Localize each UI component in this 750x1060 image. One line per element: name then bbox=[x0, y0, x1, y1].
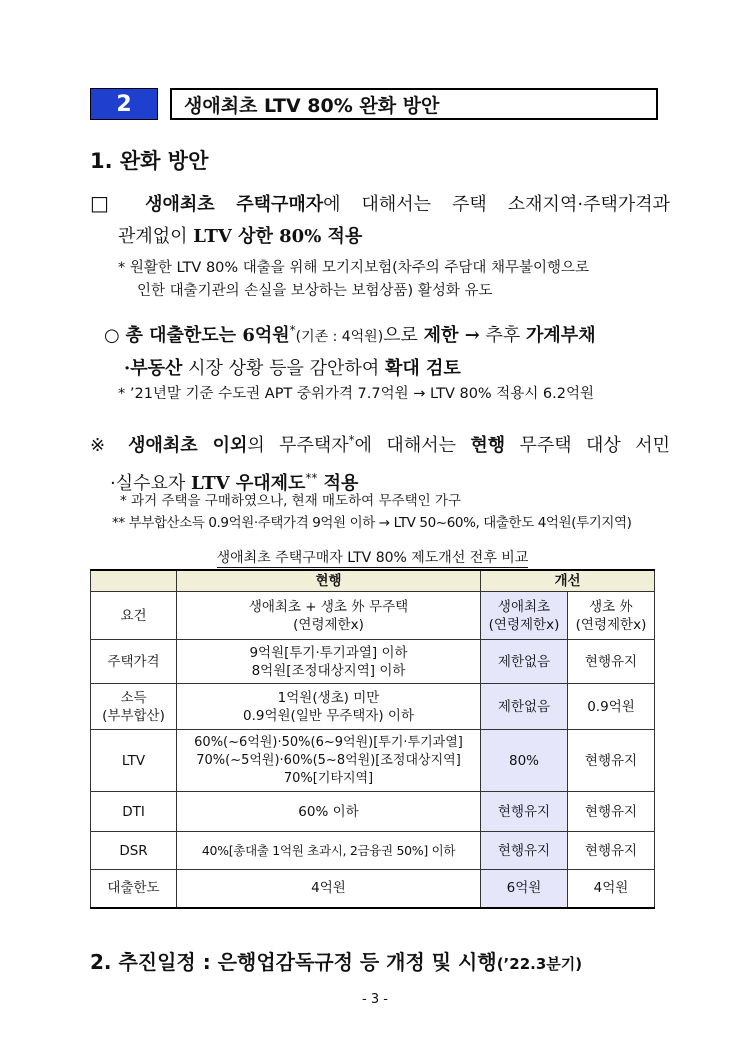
item-3-text-a: 의 무주택자 bbox=[247, 435, 349, 456]
table-header-row bbox=[91, 570, 655, 592]
current-cell: 40%[총대출 1억원 초과시, 2금융권 50%] 이하 bbox=[177, 832, 481, 870]
comparison-table bbox=[90, 569, 655, 909]
row-label: 대출한도 bbox=[91, 870, 177, 908]
table-row bbox=[91, 592, 655, 640]
other-buyer-cell: 0.9억원 bbox=[568, 684, 655, 730]
table-row bbox=[91, 640, 655, 684]
section-number: 2 bbox=[90, 88, 158, 120]
item-3 bbox=[90, 424, 670, 500]
note-1-line-2: 인한 대출기관의 손실을 보상하는 보험상품) 활성화 유도 bbox=[137, 283, 493, 299]
heading-2-main: 2. 추진일정 : 은행업감독규정 등 개정 및 시행 bbox=[90, 950, 497, 974]
other-buyer-cell: 현행유지 bbox=[568, 730, 655, 792]
table-row bbox=[91, 684, 655, 730]
table-row bbox=[91, 870, 655, 908]
first-buyer-cell: 6억원 bbox=[481, 870, 568, 908]
section-title: 생애최초 LTV 80% 완화 방안 bbox=[170, 88, 658, 120]
header-improved: 개선 bbox=[481, 570, 655, 592]
item-3-bold-a: 생애최초 이외 bbox=[128, 435, 248, 456]
heading-1: 1. 완화 방안 bbox=[90, 149, 209, 173]
item-3-bold-d: 적용 bbox=[317, 473, 359, 494]
item-1-bold-a: 생애최초 주택구매자 bbox=[145, 194, 324, 215]
current-cell: 60% 이하 bbox=[177, 792, 481, 832]
item-3-text-d: ·실수요자 bbox=[110, 473, 191, 494]
item-1 bbox=[90, 187, 670, 253]
item-2-paren: (기존 : 4억원) bbox=[295, 329, 384, 345]
other-buyer-cell: 현행유지 bbox=[568, 640, 655, 684]
item-2-sup: * bbox=[289, 323, 296, 337]
first-buyer-cell: 제한없음 bbox=[481, 640, 568, 684]
current-cell: 9억원[투기·투기과열] 이하 8억원[조정대상지역] 이하 bbox=[177, 640, 481, 684]
table-caption: 생애최초 주택구매자 LTV 80% 제도개선 전후 비교 bbox=[216, 550, 529, 566]
row-label: DTI bbox=[91, 792, 177, 832]
note-1-line-1: * 원활한 LTV 80% 대출을 위해 모기지보험(차주의 주담대 채무불이행으로 bbox=[118, 260, 590, 276]
row-label: 소득 (부부합산) bbox=[91, 684, 177, 730]
item-3-text-b: 에 대해서는 bbox=[354, 435, 471, 456]
note-2: * ’21년말 기준 수도권 APT 중위가격 7.7억원 → LTV 80% 적용시 6.2억원 bbox=[118, 386, 595, 402]
row-label: 요건 bbox=[91, 592, 177, 640]
first-buyer-cell: 제한없음 bbox=[481, 684, 568, 730]
item-2-bold-b: 제한 → bbox=[423, 325, 480, 346]
table-row bbox=[91, 730, 655, 792]
note-3 bbox=[112, 490, 682, 534]
other-buyer-cell: 생초 外 (연령제한x) bbox=[568, 592, 655, 640]
current-cell: 생애최초 + 생초 外 무주택 (연령제한x) bbox=[177, 592, 481, 640]
item-2-bold-e: 확대 검토 bbox=[384, 358, 461, 379]
item-2-text-c: 시장 상황 등을 감안하여 bbox=[182, 358, 385, 379]
other-buyer-cell: 4억원 bbox=[568, 870, 655, 908]
item-3-bold-c: LTV 우대제도 bbox=[191, 473, 306, 494]
first-buyer-cell: 생애최초 (연령제한x) bbox=[481, 592, 568, 640]
table-row bbox=[91, 832, 655, 870]
first-buyer-cell: 현행유지 bbox=[481, 832, 568, 870]
header-current: 현행 bbox=[177, 570, 481, 592]
first-buyer-cell: 80% bbox=[481, 730, 568, 792]
page-number: - 3 - bbox=[362, 992, 388, 1007]
heading-2-tail: (’22.3분기) bbox=[496, 955, 583, 973]
item-3-sup-b: ** bbox=[305, 471, 318, 485]
item-2-bold-a: 총 대출한도는 6억원 bbox=[125, 325, 290, 346]
item-3-bold-b: 현행 bbox=[470, 435, 506, 456]
item-2-bold-d: ·부동산 bbox=[124, 358, 183, 379]
other-buyer-cell: 현행유지 bbox=[568, 832, 655, 870]
current-cell: 4억원 bbox=[177, 870, 481, 908]
row-label: LTV bbox=[91, 730, 177, 792]
checkbox-icon: □ bbox=[90, 191, 125, 215]
other-buyer-cell: 현행유지 bbox=[568, 792, 655, 832]
circle-bullet-icon: ○ bbox=[104, 325, 120, 346]
item-2-text-b: 추후 bbox=[479, 325, 527, 346]
item-1-text-a: 에 대해서는 주택 소재지역·주택가격과 bbox=[323, 194, 670, 215]
row-label: 주택가격 bbox=[91, 640, 177, 684]
first-buyer-cell: 현행유지 bbox=[481, 792, 568, 832]
item-1-text-b: 관계없이 bbox=[118, 226, 194, 247]
heading-2 bbox=[90, 946, 582, 975]
item-2 bbox=[104, 314, 670, 385]
table-row bbox=[91, 792, 655, 832]
item-2-bold-c: 가계부채 bbox=[526, 325, 596, 346]
item-2-text-a: 으로 bbox=[383, 325, 424, 346]
item-3-text-c: 무주택 대상 서민 bbox=[505, 435, 670, 456]
reference-mark-icon: ※ bbox=[90, 435, 114, 456]
current-cell: 1억원(생초) 미만 0.9억원(일반 무주택자) 이하 bbox=[177, 684, 481, 730]
note-3-line-1: * 과거 주택을 구매하였으나, 현재 매도하여 무주택인 가구 bbox=[120, 493, 462, 509]
note-1 bbox=[118, 257, 678, 303]
item-1-bold-b: LTV 상한 80% 적용 bbox=[193, 226, 363, 247]
header-blank bbox=[91, 570, 177, 592]
note-3-line-2: ** 부부합산소득 0.9억원·주택가격 9억원 이하 → LTV 50~60%, 대출한도 4억원(투기지역) bbox=[112, 515, 632, 531]
row-label: DSR bbox=[91, 832, 177, 870]
current-cell: 60%(~6억원)·50%(6~9억원)[투기·투기과열] 70%(~5억원)·60%(5~8억원)[조정대상지역] 70%[기타지역] bbox=[177, 730, 481, 792]
item-3-sup-a: * bbox=[348, 433, 355, 447]
